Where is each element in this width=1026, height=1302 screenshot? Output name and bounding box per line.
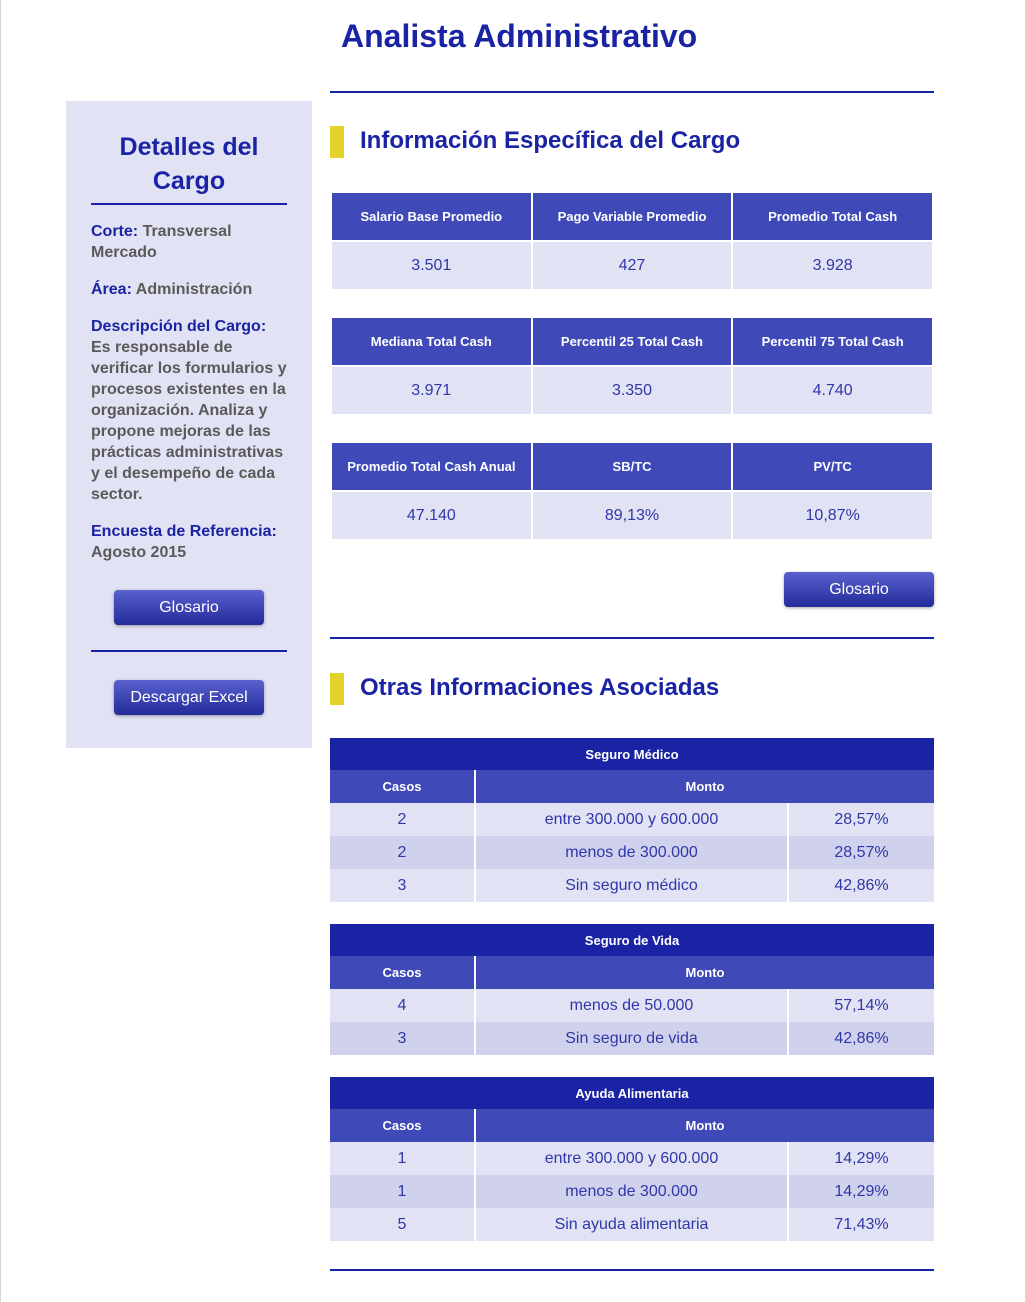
metric-value: 47.140 [332, 492, 531, 539]
page-title: Analista Administrativo [341, 18, 698, 54]
bottom-divider [330, 1269, 934, 1271]
metric-value: 3.971 [332, 367, 531, 414]
table-row [330, 1142, 934, 1175]
col-header-casos: Casos [330, 956, 475, 989]
cell-pct: 28,57% [788, 836, 934, 869]
metric-value: 3.928 [733, 242, 932, 289]
section-marker-otras [330, 673, 344, 705]
metric-value: 10,87% [733, 492, 932, 539]
corte-info [91, 221, 291, 263]
top-divider [330, 91, 934, 93]
metric-header: Promedio Total Cash Anual [332, 443, 531, 490]
sidebar-divider [91, 203, 287, 205]
cell-pct: 57,14% [788, 989, 934, 1022]
cell-monto: menos de 50.000 [475, 989, 788, 1022]
table-row [330, 1175, 934, 1208]
cell-monto: Sin seguro de vida [475, 1022, 788, 1055]
section-marker-info [330, 126, 344, 158]
middle-divider [330, 637, 934, 639]
metric-header: Promedio Total Cash [733, 193, 932, 240]
encuesta-value: Agosto 2015 [91, 544, 187, 561]
metric-header: Mediana Total Cash [332, 318, 531, 365]
col-header-monto: Monto [475, 956, 934, 989]
metric-header: SB/TC [533, 443, 732, 490]
cell-casos: 1 [330, 1142, 475, 1175]
table-title: Ayuda Alimentaria [330, 1077, 934, 1109]
col-header-monto: Monto [475, 770, 934, 803]
metric-value: 3.350 [533, 367, 732, 414]
metric-header: PV/TC [733, 443, 932, 490]
corte-label: Corte: [91, 223, 139, 240]
sidebar-glosario-button[interactable]: Glosario [114, 590, 264, 625]
col-header-monto: Monto [475, 1109, 934, 1142]
cell-casos: 2 [330, 803, 475, 836]
sidebar-title: Detalles del Cargo [119, 133, 259, 195]
metrics-table-1 [330, 191, 934, 291]
cell-casos: 3 [330, 869, 475, 902]
area-value: Administración [135, 281, 253, 298]
metric-value: 3.501 [332, 242, 531, 289]
cell-casos: 4 [330, 989, 475, 1022]
table-row [330, 869, 934, 902]
corte-value: Transversal Mercado [91, 223, 232, 261]
seguro-vida-table [330, 924, 934, 1055]
col-header-casos: Casos [330, 1109, 475, 1142]
ayuda-alimentaria-table [330, 1077, 934, 1241]
encuesta-label: Encuesta de Referencia: [91, 523, 277, 540]
metric-value: 4.740 [733, 367, 932, 414]
area-label: Área: [91, 281, 132, 298]
cell-monto: entre 300.000 y 600.000 [475, 803, 788, 836]
metric-value: 427 [533, 242, 732, 289]
cell-pct: 71,43% [788, 1208, 934, 1241]
table-row [330, 989, 934, 1022]
cell-pct: 42,86% [788, 869, 934, 902]
metric-header: Pago Variable Promedio [533, 193, 732, 240]
table-title: Seguro Médico [330, 738, 934, 770]
sidebar-divider-bottom [91, 650, 287, 652]
cell-monto: Sin ayuda alimentaria [475, 1208, 788, 1241]
info-section-title: Información Específica del Cargo [360, 127, 741, 154]
metric-value: 89,13% [533, 492, 732, 539]
otras-section-title: Otras Informaciones Asociadas [360, 674, 720, 701]
metric-header: Salario Base Promedio [332, 193, 531, 240]
metric-header: Percentil 75 Total Cash [733, 318, 932, 365]
cell-casos: 2 [330, 836, 475, 869]
table-row [330, 1208, 934, 1241]
area-info [91, 279, 291, 300]
cell-monto: Sin seguro médico [475, 869, 788, 902]
cell-pct: 28,57% [788, 803, 934, 836]
seguro-medico-table [330, 738, 934, 902]
cell-pct: 14,29% [788, 1142, 934, 1175]
metric-header: Percentil 25 Total Cash [533, 318, 732, 365]
descripcion-info [91, 316, 291, 505]
cell-casos: 5 [330, 1208, 475, 1241]
metrics-table-2 [330, 316, 934, 416]
descripcion-label: Descripción del Cargo: [91, 318, 267, 335]
job-details-sidebar [66, 101, 312, 748]
download-excel-button[interactable]: Descargar Excel [114, 680, 264, 715]
encuesta-info [91, 521, 291, 563]
table-row [330, 836, 934, 869]
cell-pct: 14,29% [788, 1175, 934, 1208]
cell-casos: 3 [330, 1022, 475, 1055]
main-glosario-button[interactable]: Glosario [784, 572, 934, 607]
cell-casos: 1 [330, 1175, 475, 1208]
cell-monto: menos de 300.000 [475, 1175, 788, 1208]
cell-monto: entre 300.000 y 600.000 [475, 1142, 788, 1175]
col-header-casos: Casos [330, 770, 475, 803]
table-row [330, 803, 934, 836]
cell-monto: menos de 300.000 [475, 836, 788, 869]
table-title: Seguro de Vida [330, 924, 934, 956]
table-row [330, 1022, 934, 1055]
metrics-table-3 [330, 441, 934, 541]
descripcion-value: Es responsable de verificar los formularios y procesos existentes en la organización. Analiza y propone mejoras de las prácticas administrativas y el desempeño de cada sector. [91, 339, 287, 503]
cell-pct: 42,86% [788, 1022, 934, 1055]
